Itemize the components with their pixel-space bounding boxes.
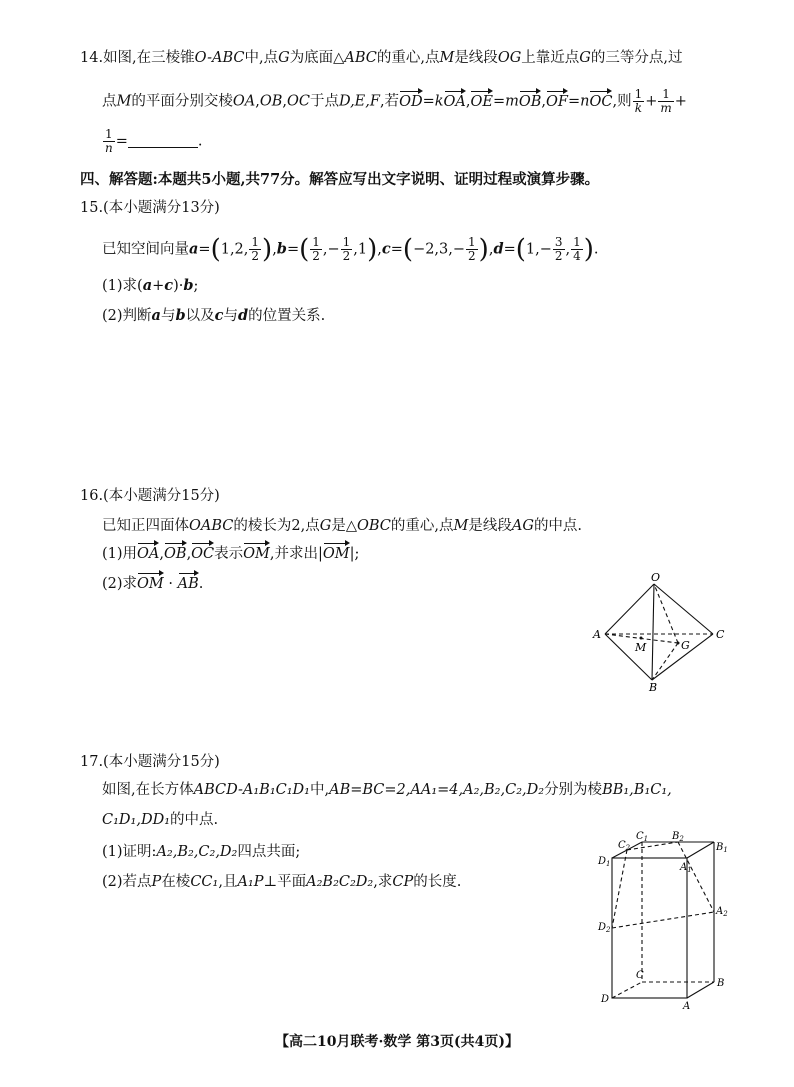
svg-text:A: A [593, 628, 601, 641]
svg-text:B1: $B_1$ [716, 842, 728, 854]
q15-heading: 15.(本小题满分13分) [80, 200, 220, 216]
svg-text:A2: $A_2$ [716, 906, 728, 918]
q17-statement-1: 如图,在长方体ABCD-A₁B₁C₁D₁中,AB=BC=2,AA₁=4,A₂,B₂,C₂,D₂分别为棱BB₁,B₁C₁, [102, 782, 672, 798]
q17-part2: (2)若点P在棱CC₁,且A₁P⊥平面A₂B₂C₂D₂,求CP的长度. [102, 874, 462, 890]
svg-text:G: G [681, 639, 690, 652]
q16-part2: (2)求OM · AB. [102, 576, 204, 592]
page-footer: 【高二10月联考·数学 第3页(共4页)】 [275, 1034, 519, 1050]
tetrahedron-figure [590, 570, 730, 695]
svg-text:A: A [683, 1001, 691, 1010]
q15-part2: (2)判断a与b以及c与d的位置关系. [102, 307, 326, 324]
svg-text:C2: $C_2$ [618, 840, 631, 852]
svg-text:B: B [649, 681, 658, 694]
q15-part1: (1)求(a+c)·b; [102, 277, 199, 294]
frac-1-n: $\frac{1}{n}$ [105, 127, 113, 155]
cuboid-figure [592, 828, 742, 1010]
svg-text:A1: $A_1$ [680, 862, 692, 874]
frac-1-m: $\frac{1}{m}$ [660, 87, 672, 115]
vec-oe: OE [470, 93, 493, 110]
vec-oa: OA [443, 93, 466, 110]
svg-text:C1: $C_1$ [636, 831, 649, 843]
q14-line2: 点M的平面分别交棱OA,OB,OC于点D,E,F,若OD=kOA,OE=mOB,OF=nOC,则 $\frac{1}{k}$ + $\frac{1}{m}$ + [102, 87, 687, 115]
svg-text:D: D [601, 994, 610, 1005]
q15-vectors: 已知空间向量a=(1,2, $\frac{1}{2}$ ),b=( $\frac{1}{2}$ ,− $\frac{1}{2}$ ,1),c=(−2,3,− $\frac{1}{2}$ ),d=(1,− $\frac{3}{2}$ , $\frac{1}{4}$ ). [102, 234, 599, 265]
vec-of: OF [546, 93, 568, 110]
q17-heading: 17.(本小题满分15分) [80, 754, 220, 770]
q14-line1: 14.如图,在三棱锥O-ABC中,点G为底面△ABC的重心,点M是线段OG上靠近点G的三等分点,过 [80, 50, 683, 66]
section-4-heading: 四、解答题:本题共5小题,共77分。解答应写出文字说明、证明过程或演算步骤。 [80, 171, 600, 188]
svg-text:C: C [716, 628, 725, 641]
q17-statement-2: C₁D₁,DD₁的中点. [102, 812, 219, 828]
q17-part1: (1)证明:A₂,B₂,C₂,D₂四点共面; [102, 844, 301, 860]
svg-text:B: B [717, 978, 725, 989]
q16-part1: (1)用OA,OB,OC表示OM,并求出|OM|; [102, 546, 360, 562]
svg-text:B2: $B_2$ [672, 831, 684, 843]
svg-text:D2: $D_2$ [598, 922, 611, 934]
vec-ob: OB [518, 93, 542, 110]
frac-1-k: $\frac{1}{k}$ [634, 87, 643, 115]
svg-text:O: O [651, 571, 661, 584]
answer-blank [128, 135, 198, 148]
q14-line3: $\frac{1}{n}$ = . [105, 127, 203, 155]
vec-oc: OC [589, 93, 613, 110]
svg-text:D1: $D_1$ [598, 856, 611, 868]
svg-text:C: C [636, 970, 644, 981]
q16-statement: 已知正四面体OABC的棱长为2,点G是△OBC的重心,点M是线段AG的中点. [102, 518, 583, 534]
q16-heading: 16.(本小题满分15分) [80, 488, 220, 504]
svg-text:M: M [635, 641, 647, 654]
vec-od: OD [399, 93, 423, 110]
